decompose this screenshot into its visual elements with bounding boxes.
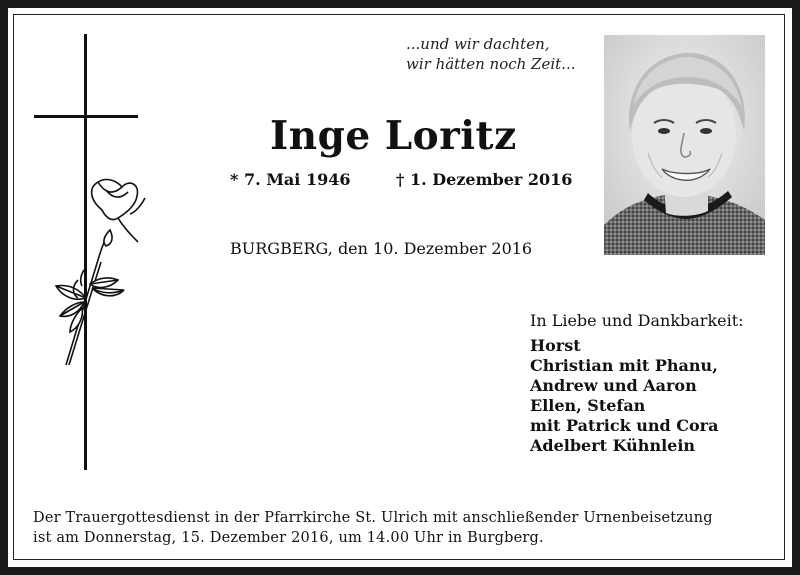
deceased-name: Inge Loritz: [270, 113, 517, 159]
motto-quote: [406, 34, 576, 74]
motto-line-2: wir hätten noch Zeit...: [406, 55, 576, 73]
rose-icon: [56, 180, 145, 365]
service-announcement: [33, 508, 768, 548]
death-date: † 1. Dezember 2016: [396, 170, 573, 189]
service-line-1: Der Trauergottesdienst in der Pfarrkirche St. Ulrich mit anschließender Urnenbeisetzung: [33, 510, 713, 526]
mourner-name: mit Patrick und Cora: [530, 416, 719, 435]
motto-line-1: ...und wir dachten,: [406, 35, 550, 53]
closing-intro: In Liebe und Dankbarkeit:: [530, 311, 744, 330]
mourner-name: Christian mit Phanu,: [530, 356, 718, 375]
portrait-image: [604, 35, 765, 255]
mourner-name: Horst: [530, 336, 581, 355]
cross-with-rose-icon: [32, 32, 152, 477]
life-dates: [230, 170, 572, 189]
service-line-2: ist am Donnerstag, 15. Dezember 2016, um 14.00 Uhr in Burgberg.: [33, 530, 544, 546]
mourner-name: Adelbert Kühnlein: [530, 436, 696, 455]
portrait-photo: [604, 35, 765, 255]
mourner-name: Andrew und Aaron: [530, 376, 697, 395]
cross-vertical-beam: [84, 34, 87, 470]
cross-horizontal-beam: [34, 115, 138, 118]
mourners-list: [530, 336, 718, 456]
place-and-date: BURGBERG, den 10. Dezember 2016: [230, 239, 533, 258]
obituary-card: [8, 8, 792, 567]
birth-date: * 7. Mai 1946: [230, 170, 351, 189]
mourner-name: Ellen, Stefan: [530, 396, 646, 415]
